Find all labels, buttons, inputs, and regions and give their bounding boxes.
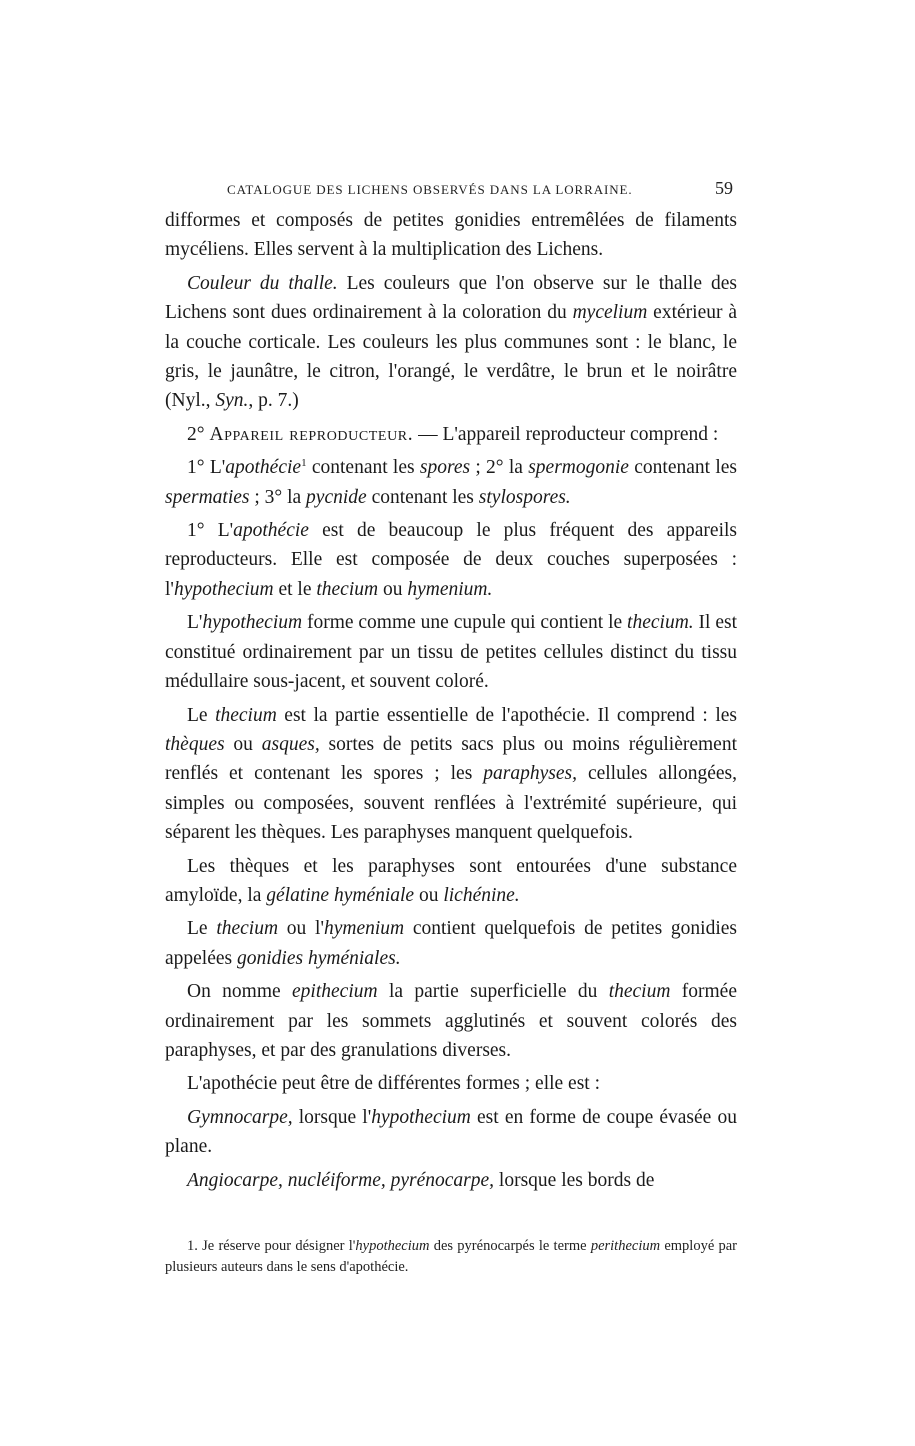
paragraph-text: L' xyxy=(187,612,203,634)
paragraph xyxy=(165,1166,737,1195)
italic-term: gélatine hyméniale xyxy=(266,884,415,906)
paragraph-text: , p. 7.) xyxy=(248,390,299,412)
italic-term: perithecium xyxy=(590,1238,661,1254)
italic-term: Angiocarpe, nucléiforme, pyrénocarpe, xyxy=(187,1169,495,1191)
italic-term: hypothecium xyxy=(355,1238,430,1254)
section-heading-italic: Couleur du thalle. xyxy=(187,272,338,294)
paragraph-text: ; 3° la xyxy=(249,486,307,508)
paragraph xyxy=(165,420,737,449)
italic-term: asques, xyxy=(261,733,320,755)
italic-term: paraphyses, xyxy=(483,763,577,785)
paragraph-text: Il est constitué ordinairement par un tissu de petites cellules distinct du tissu médullaire sous-jacent, et souvent coloré. xyxy=(165,612,737,693)
italic-term: spermaties xyxy=(165,486,250,508)
paragraph-text: ou xyxy=(224,733,262,755)
paragraph-text: ou xyxy=(414,884,444,906)
paragraph-text: Le xyxy=(187,918,217,940)
italic-term: apothécie xyxy=(233,520,309,542)
paragraph-text: est la partie essentielle de l'apothécie. Il comprend : les xyxy=(276,704,737,726)
paragraph xyxy=(165,1103,737,1162)
paragraph-text: ; 2° la xyxy=(470,457,529,479)
paragraph-text: la partie superficielle du xyxy=(377,981,609,1003)
running-title: CATALOGUE DES LICHENS OBSERVÉS DANS LA LORRAINE. xyxy=(227,182,633,197)
paragraph xyxy=(165,977,737,1065)
italic-term: hymenium xyxy=(323,918,405,940)
italic-term: Syn. xyxy=(215,390,249,412)
paragraph xyxy=(165,516,737,604)
paragraph-text: et le xyxy=(273,578,317,600)
paragraph-text: 2° xyxy=(187,423,210,445)
paragraph-text: formée ordinairement par les sommets agglutinés et souvent colorés des paraphyses, et par des granulations diverses. xyxy=(165,981,737,1061)
italic-term: Gymnocarpe, xyxy=(187,1106,293,1128)
footnote xyxy=(165,1236,737,1278)
paragraph xyxy=(165,914,737,973)
paragraph-text: lorsque les bords de xyxy=(494,1169,655,1191)
body-text xyxy=(165,206,737,1199)
paragraph-text: 1° L' xyxy=(187,520,234,542)
paragraph xyxy=(165,269,737,416)
italic-term: spermogonie xyxy=(528,457,629,479)
italic-term: spores xyxy=(419,457,471,479)
running-head xyxy=(165,178,737,204)
italic-term: hypothecium xyxy=(173,578,274,600)
paragraph-text: extérieur à la couche corticale. Les couleurs les plus communes sont : le blanc, le gris, le jaunâtre, le citron, l'orangé, le verdâtre, le brun et le noirâtre (Nyl., xyxy=(165,302,737,412)
paragraph-text: contenant les xyxy=(306,457,420,479)
page-number: 59 xyxy=(715,178,733,198)
italic-term: hypothecium xyxy=(202,612,303,634)
paragraph-text: contenant les xyxy=(628,457,737,479)
footnote-text: employé par plusieurs auteurs dans le sens d'apothécie. xyxy=(165,1238,738,1275)
italic-term: hypothecium xyxy=(371,1106,471,1128)
paragraph-text: contient quelquefois de petites gonidies appelées xyxy=(165,918,737,969)
paragraph-text: Les couleurs que l'on observe sur le thalle des Lichens sont dues ordinairement à la coloration du xyxy=(165,272,738,324)
paragraph-text: forme comme une cupule qui contient le xyxy=(302,612,628,634)
paragraph xyxy=(165,1069,737,1098)
italic-term: apothécie xyxy=(225,457,302,479)
italic-term: mycelium xyxy=(572,302,648,324)
paragraph xyxy=(165,206,737,265)
paragraph-text: sortes de petits sacs plus ou moins régulièrement renflés et contenant les spores ; les xyxy=(165,733,737,785)
italic-term: thecium. xyxy=(627,612,694,634)
paragraph-text: ou xyxy=(378,578,408,600)
paragraph-text: contenant les xyxy=(366,486,479,508)
paragraph-text: 1° L' xyxy=(187,457,226,479)
paragraph-text: difformes et composés de petites gonidies entremêlées de filaments mycéliens. Elles servent à la multiplication des Lichens. xyxy=(165,210,737,261)
italic-term: epithecium xyxy=(292,981,378,1003)
paragraph-text: ou l' xyxy=(278,918,324,940)
italic-term: stylospores. xyxy=(478,486,571,508)
italic-term: hymenium. xyxy=(407,578,493,600)
paragraph xyxy=(165,453,737,512)
paragraph-text: cellules allongées, simples ou composées, souvent renflées à l'extrémité supérieure, qui séparent les thèques. Les paraphyses manquent quelquefois. xyxy=(165,763,737,844)
italic-term: thecium xyxy=(215,704,277,726)
paragraph-text: est en forme de coupe évasée ou plane. xyxy=(165,1106,737,1158)
italic-term: lichénine. xyxy=(443,884,520,906)
footnote-text: des pyrénocarpés le terme xyxy=(429,1238,591,1254)
italic-term: thecium xyxy=(608,981,671,1003)
italic-term: gonidies hyméniales. xyxy=(237,947,401,969)
paragraph-text: On nomme xyxy=(187,981,293,1003)
footnote-marker: 1 xyxy=(301,457,307,470)
paragraph xyxy=(165,701,737,848)
paragraph-text: L'apothécie peut être de différentes formes ; elle est : xyxy=(187,1073,601,1095)
italic-term: pycnide xyxy=(306,486,367,508)
paragraph-text: lorsque l' xyxy=(292,1106,372,1128)
italic-term: thecium xyxy=(216,918,279,940)
paragraph-text: Les thèques et les paraphyses sont entourées d'une substance amyloïde, la xyxy=(165,855,737,906)
footnote-text: 1. Je réserve pour désigner l' xyxy=(187,1238,356,1254)
section-heading-smallcaps: Appareil reproducteur. xyxy=(209,423,414,445)
paragraph xyxy=(165,608,737,696)
paragraph-text: Le xyxy=(187,704,216,726)
italic-term: thecium xyxy=(316,578,379,600)
italic-term: thèques xyxy=(165,733,225,755)
paragraph-text: est de beaucoup le plus fréquent des appareils reproducteurs. Elle est composée de deux couches superposées : l' xyxy=(165,520,737,600)
paragraph xyxy=(165,852,737,911)
paragraph-text: — L'appareil reproducteur comprend : xyxy=(413,423,719,445)
